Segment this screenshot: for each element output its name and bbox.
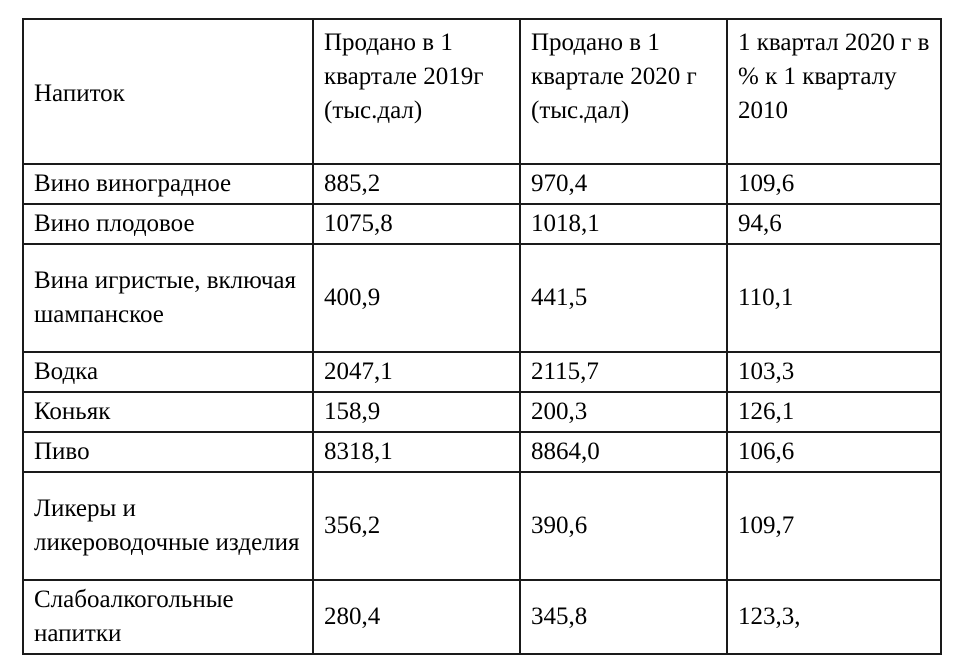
cell-sold-2020: 970,4 xyxy=(520,164,727,204)
cell-sold-2020: 200,3 xyxy=(520,392,727,432)
table-row xyxy=(23,352,941,392)
table-row xyxy=(23,164,941,204)
cell-sold-2020: 8864,0 xyxy=(520,432,727,472)
cell-beverage: Водка xyxy=(23,352,313,392)
cell-sold-2019: 356,2 xyxy=(313,472,520,580)
header-sold-2019: Продано в 1 квартале 2019г (тыс.дал) xyxy=(313,19,520,164)
cell-sold-2019: 885,2 xyxy=(313,164,520,204)
cell-beverage: Коньяк xyxy=(23,392,313,432)
table-row xyxy=(23,204,941,244)
cell-sold-2020: 441,5 xyxy=(520,244,727,352)
header-beverage: Напиток xyxy=(23,19,313,164)
cell-sold-2020: 390,6 xyxy=(520,472,727,580)
table-row xyxy=(23,580,941,654)
cell-sold-2019: 400,9 xyxy=(313,244,520,352)
table-header-row xyxy=(23,19,941,164)
cell-beverage: Пиво xyxy=(23,432,313,472)
cell-sold-2019: 1075,8 xyxy=(313,204,520,244)
beverage-sales-table xyxy=(22,18,942,655)
cell-percent: 94,6 xyxy=(727,204,941,244)
cell-sold-2019: 2047,1 xyxy=(313,352,520,392)
cell-sold-2020: 2115,7 xyxy=(520,352,727,392)
cell-percent: 123,3, xyxy=(727,580,941,654)
header-sold-2020: Продано в 1 квартале 2020 г (тыс.дал) xyxy=(520,19,727,164)
cell-percent: 109,6 xyxy=(727,164,941,204)
cell-sold-2019: 158,9 xyxy=(313,392,520,432)
table-row xyxy=(23,244,941,352)
cell-beverage: Вино плодовое xyxy=(23,204,313,244)
cell-sold-2020: 1018,1 xyxy=(520,204,727,244)
cell-sold-2019: 8318,1 xyxy=(313,432,520,472)
table-row xyxy=(23,432,941,472)
cell-percent: 103,3 xyxy=(727,352,941,392)
table-row xyxy=(23,392,941,432)
cell-sold-2019: 280,4 xyxy=(313,580,520,654)
cell-beverage: Ликеры и ликероводочные изделия xyxy=(23,472,313,580)
cell-percent: 110,1 xyxy=(727,244,941,352)
cell-percent: 109,7 xyxy=(727,472,941,580)
header-percent: 1 квартал 2020 г в % к 1 кварталу 2010 xyxy=(727,19,941,164)
cell-percent: 126,1 xyxy=(727,392,941,432)
table-row xyxy=(23,472,941,580)
cell-beverage: Вино виноградное xyxy=(23,164,313,204)
cell-percent: 106,6 xyxy=(727,432,941,472)
cell-beverage: Вина игристые, включая шампанское xyxy=(23,244,313,352)
cell-beverage: Слабоалкогольные напитки xyxy=(23,580,313,654)
cell-sold-2020: 345,8 xyxy=(520,580,727,654)
